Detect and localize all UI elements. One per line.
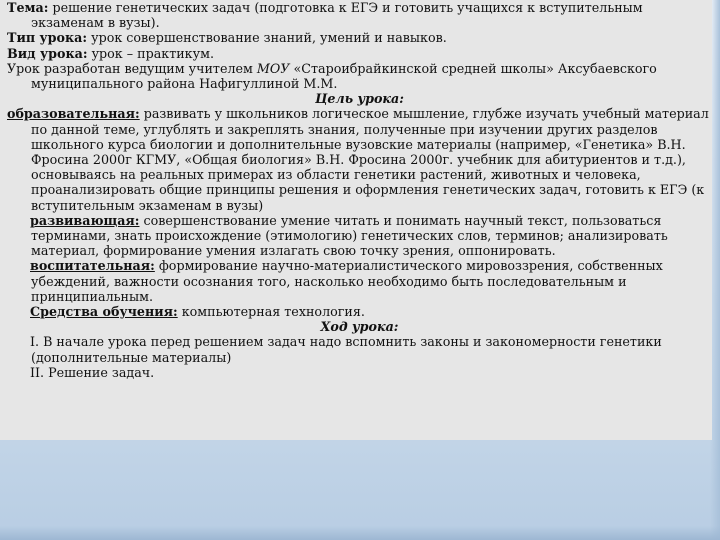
educational-goal — [0, 106, 712, 212]
developmental-goal — [0, 213, 712, 259]
goal-heading: Цель урока: — [315, 91, 404, 107]
author-prefix: Урок разработан ведущим учителем — [7, 60, 257, 76]
upbringing-label: воспитательная: — [30, 258, 155, 274]
lesson-kind-line — [0, 46, 712, 61]
author-school: МОУ — [256, 60, 290, 76]
lesson-kind-text: урок – практикум. — [87, 45, 214, 61]
developmental-label: развивающая: — [30, 212, 140, 228]
lesson-kind-label: Вид урока: — [7, 45, 88, 61]
progress-heading: Ход урока: — [320, 319, 399, 335]
teaching-tools-label: Средства обучения: — [30, 304, 178, 320]
lesson-type-label: Тип урока: — [7, 30, 88, 46]
lesson-type-line — [0, 30, 712, 45]
author-line — [0, 61, 712, 91]
lesson-type-text: урок совершенствование знаний, умений и навыков. — [87, 30, 447, 46]
topic-text: решение генетических задач (подготовка к ЕГЭ и готовить учащихся к вступительным экзаменам в вузы). — [31, 0, 643, 31]
upbringing-goal — [0, 258, 712, 304]
educational-text: развивать у школьников логическое мышление, глубже изучать учебный материал по данной теме, углублять и закреплять знания, полученные при изучении других разделов школьного курса биологии и дополнительные вузовские материалы (например, «Генетика» В.Н. Фросина 2000г КГМУ, «Общая биология» В.Н. Фросина 2000г. учебник для абитуриентов и т.д.), основываясь на реальных примерах из области генетики растений, животных и человека, проанализировать общие принципы решения и оформления генетических задач, готовить к ЕГЭ (к вступительным экзаменам в вузы) — [31, 106, 709, 213]
teaching-tools — [0, 304, 712, 319]
author-rest: «Староибрайкинской средней школы» Аксубаевского муниципального района Нафигуллиной М.М. — [31, 60, 657, 92]
topic-label: Тема: — [7, 0, 49, 15]
step-1: I. В начале урока перед решением задач надо вспомнить законы и закономерности генетики (дополнительные материалы) — [30, 334, 662, 365]
educational-label: образовательная: — [7, 106, 140, 122]
upbringing-text: формирование научно-материалистического мировоззрения, собственных убеждений, важности осознания того, насколько необходимо быть последовательным и принципиальным. — [31, 258, 663, 304]
topic-line — [0, 0, 712, 30]
developmental-text: совершенствование умение читать и понимать научный текст, пользоваться терминами, знать происхождение (этимологию) генетических слов, терминов; анализировать материал, формирование умения излагать свою точку зрения, оппонировать. — [31, 212, 668, 259]
teaching-tools-text: компьютерная технология. — [177, 304, 365, 320]
step-2: II. Решение задач. — [30, 364, 155, 380]
